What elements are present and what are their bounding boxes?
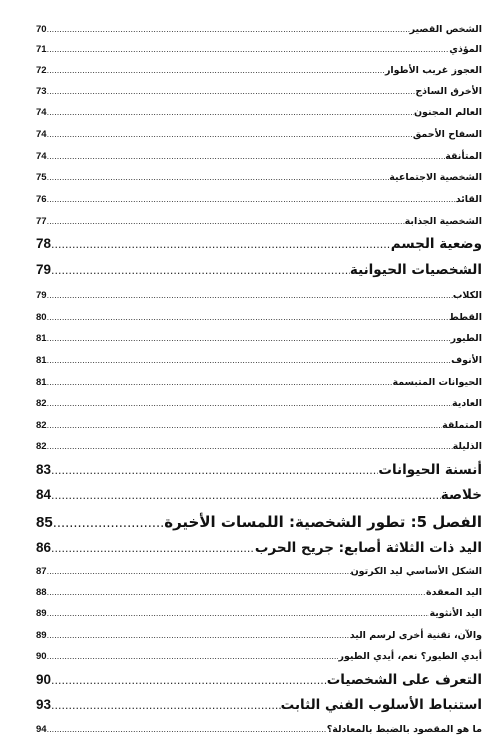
toc-entry-title: أيدي الطيور؟ نعم، أيدي الطيور: [338, 651, 482, 662]
toc-entry-page: 89: [36, 630, 47, 641]
toc-entry-title: الشخصية الاجتماعية: [389, 172, 482, 183]
toc-entry: [36, 724, 482, 735]
toc-entry-page: 89: [36, 608, 47, 619]
toc-entry-title: والآن، تقنية أخرى لرسم اليد: [349, 630, 482, 641]
dot-leader: [47, 66, 385, 75]
toc-entry-page: 79: [36, 290, 47, 301]
toc-entry-page: 81: [36, 377, 47, 388]
toc-entry-page: 85: [36, 514, 53, 531]
toc-section: [36, 540, 482, 556]
toc-entry-title: الشكل الأساسي ليد الكرتون: [350, 566, 482, 577]
dot-leader: [47, 130, 413, 139]
dot-leader: [51, 264, 350, 277]
toc-entry: [36, 172, 482, 183]
dot-leader: [51, 542, 255, 555]
toc-entry-page: 72: [36, 65, 47, 76]
dot-leader: [47, 152, 446, 161]
toc-entry: [36, 377, 482, 388]
toc-entry-title: أنسنة الحيوانات: [378, 462, 482, 478]
toc-chapter: [36, 513, 482, 531]
dot-leader: [51, 464, 378, 477]
toc-entry: [36, 290, 482, 301]
toc-entry-page: 88: [36, 587, 47, 598]
toc-entry-title: العادية: [452, 398, 482, 409]
toc-entry-page: 79: [36, 262, 52, 277]
toc-entry: [36, 608, 482, 619]
toc-entry: [36, 312, 482, 323]
toc-section: [36, 462, 482, 478]
toc-entry: [36, 216, 482, 227]
toc-entry-title: خلاصة: [440, 487, 482, 503]
toc-entry-page: 82: [36, 420, 47, 431]
dot-leader: [53, 516, 165, 531]
toc-entry-title: الأنوف: [451, 355, 482, 366]
toc-entry-page: 78: [36, 236, 52, 251]
dot-leader: [47, 421, 443, 430]
toc-entry-title: العالم المجنون: [413, 107, 482, 118]
dot-leader: [47, 588, 426, 597]
toc-entry-page: 80: [36, 312, 47, 323]
toc-entry-title: القطط: [448, 312, 482, 323]
toc-entry-page: 75: [36, 172, 47, 183]
toc-section: [36, 672, 482, 688]
toc-entry: [36, 355, 482, 366]
dot-leader: [47, 442, 453, 451]
toc-entry-title: الفصل 5: تطور الشخصية: اللمسات الأخيرة: [164, 513, 482, 531]
dot-leader: [47, 356, 452, 365]
dot-leader: [51, 238, 391, 251]
toc-entry-page: 90: [36, 651, 47, 662]
toc-entry: [36, 129, 482, 140]
dot-leader: [47, 108, 414, 117]
toc-entry-page: 86: [36, 540, 52, 555]
toc-entry-title: اليد المعقدة: [426, 587, 482, 598]
toc-entry-page: 74: [36, 129, 47, 140]
toc-entry: [36, 566, 482, 577]
toc-entry: [36, 398, 482, 409]
toc-entry-page: 84: [36, 487, 52, 502]
toc-entry-title: الشخصيات الحيوانية: [349, 262, 482, 278]
dot-leader: [47, 217, 405, 226]
toc-entry: [36, 86, 482, 97]
dot-leader: [47, 291, 453, 300]
toc-entry-page: 82: [36, 398, 47, 409]
dot-leader: [47, 609, 430, 618]
toc-entry-page: 70: [36, 24, 47, 35]
toc-entry-title: الحيوانات المتبسمة: [392, 377, 482, 388]
dot-leader: [47, 87, 416, 96]
toc-entry-title: استنباط الأسلوب الفني الثابت: [280, 697, 482, 713]
toc-entry: [36, 194, 482, 205]
toc-entry-page: 73: [36, 86, 47, 97]
toc-entry-title: ما هو المقصود بالضبط بالمعادلة؟: [326, 724, 482, 735]
toc-entry-page: 81: [36, 333, 47, 344]
toc-entry-title: السفاح الأحمق: [412, 129, 482, 140]
toc-entry: [36, 333, 482, 344]
toc-entry-page: 71: [36, 44, 47, 55]
toc-entry-title: المتأنقة: [445, 151, 482, 162]
toc-entry-title: وضعية الجسم: [390, 236, 482, 252]
toc-entry-title: الشخص القصير: [409, 24, 482, 35]
toc-entry-title: اليد ذات الثلاثة أصابع: جريح الحرب: [254, 540, 482, 556]
toc-entry-title: المتملقة: [442, 420, 482, 431]
toc-entry: [36, 441, 482, 452]
toc-entry-title: الكلاب: [452, 290, 482, 301]
toc-entry-page: 74: [36, 107, 47, 118]
toc-entry: [36, 651, 482, 662]
toc-entry-page: 82: [36, 441, 47, 452]
toc-entry: [36, 420, 482, 431]
toc-entry: [36, 151, 482, 162]
toc-entry-title: المؤذي: [449, 44, 482, 55]
toc-section: [36, 487, 482, 503]
dot-leader: [47, 652, 339, 661]
toc-entry: [36, 107, 482, 118]
dot-leader: [47, 399, 452, 408]
toc-entry-page: 94: [36, 724, 47, 735]
dot-leader: [51, 489, 441, 502]
toc-entry-title: الذليلة: [452, 441, 482, 452]
dot-leader: [47, 631, 350, 640]
dot-leader: [47, 334, 451, 343]
toc-entry-title: العجوز غريب الأطوار: [384, 65, 482, 76]
toc-entry-page: 74: [36, 151, 47, 162]
dot-leader: [47, 378, 393, 387]
toc-entry-title: التعرف على الشخصيات: [326, 672, 482, 688]
toc-entry-page: 93: [36, 697, 52, 712]
dot-leader: [47, 45, 450, 54]
toc-section: [36, 236, 482, 252]
dot-leader: [47, 173, 390, 182]
dot-leader: [51, 699, 281, 712]
toc-entry-title: الطيور: [450, 333, 482, 344]
toc-entry-title: الأخرق الساذج: [415, 86, 482, 97]
dot-leader: [47, 567, 351, 576]
toc-entry: [36, 65, 482, 76]
dot-leader: [47, 25, 410, 34]
toc-entry: [36, 44, 482, 55]
dot-leader: [47, 313, 449, 322]
toc-entry: [36, 630, 482, 641]
toc-entry-title: القائد: [455, 194, 482, 205]
toc-entry-title: اليد الأنثوية: [429, 608, 482, 619]
toc-entry: [36, 24, 482, 35]
toc-entry-page: 87: [36, 566, 47, 577]
dot-leader: [47, 195, 456, 204]
toc-entry-page: 83: [36, 462, 52, 477]
toc-section: [36, 262, 482, 278]
toc-entry-page: 77: [36, 216, 47, 227]
toc-entry-page: 76: [36, 194, 47, 205]
toc-entry-page: 81: [36, 355, 47, 366]
dot-leader: [47, 725, 327, 734]
dot-leader: [51, 674, 327, 687]
toc-entry-title: الشخصية الجذابة: [404, 216, 482, 227]
toc-entry-page: 90: [36, 672, 52, 687]
toc-section: [36, 697, 482, 713]
toc-entry: [36, 587, 482, 598]
